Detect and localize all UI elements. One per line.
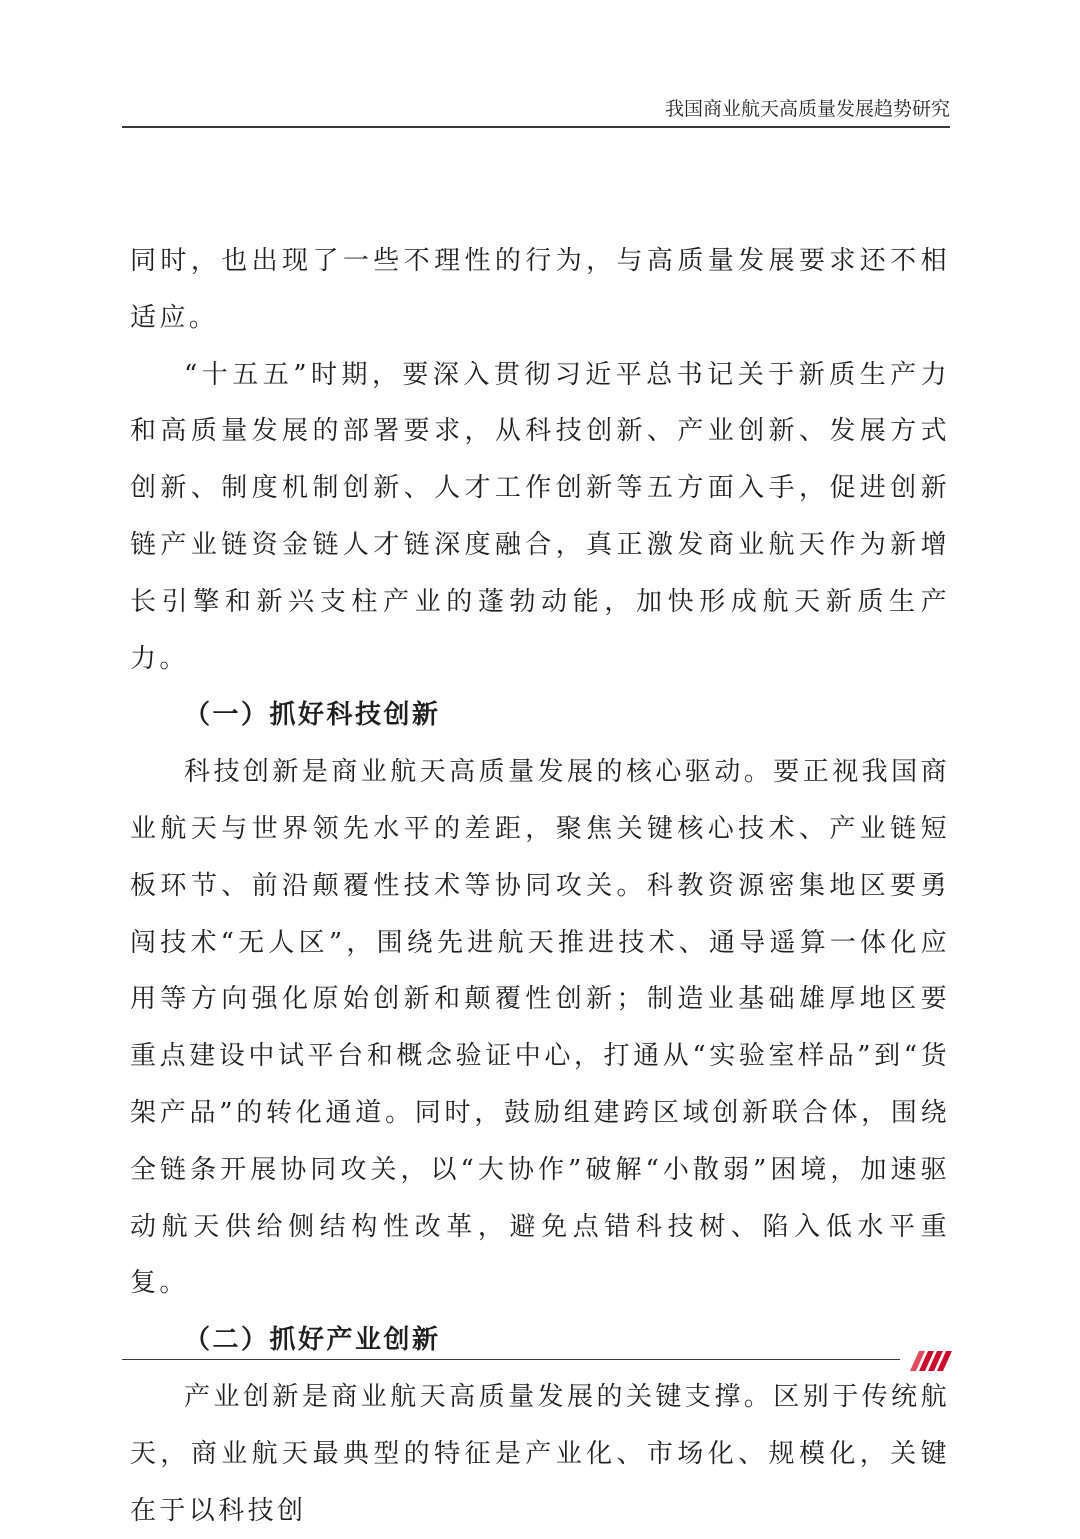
section-heading: （一）抓好科技创新	[184, 700, 441, 731]
continued-paragraph: 同时，也出现了一些不理性的行为，与高质量发展要求还不相适应。	[130, 246, 950, 333]
slanted-stripes-logo-icon	[908, 1347, 954, 1373]
section-heading: （二）抓好产业创新	[184, 1325, 441, 1356]
footer-divider	[122, 1359, 900, 1360]
running-header-title: 我国商业航天高质量发展趋势研究	[664, 98, 950, 120]
page-footer	[122, 1347, 958, 1377]
paragraph: “十五五”时期，要深入贯彻习近平总书记关于新质生产力和高质量发展的部署要求，从科技创新、产业创新、发展方式创新、制度机制创新、人才工作创新等五方面入手，促进创新链产业链资金链人才链深度融合，真正激发商业航天作为新增长引擎和新兴支柱产业的蓬勃动能，加快形成航天新质生产力。	[130, 359, 950, 674]
paragraph: 科技创新是商业航天高质量发展的核心驱动。要正视我国商业航天与世界领先水平的差距，聚焦关键核心技术、产业链短板环节、前沿颠覆性技术等协同攻关。科教资源密集地区要勇闯技术“无人区”，围绕先进航天推进技术、通导遥算一体化应用等方向强化原始创新和颠覆性创新；制造业基础雄厚地区要重点建设中试平台和概念验证中心，打通从“实验室样品”到“货架产品”的转化通道。同时，鼓励组建跨区域创新联合体，围绕全链条开展协同攻关，以“大协作”破解“小散弱”困境，加速驱动航天供给侧结构性改革，避免点错科技树、陷入低水平重复。	[130, 757, 950, 1299]
paragraph: 产业创新是商业航天高质量发展的关键支撑。区别于传统航天，商业航天最典型的特征是产业化、市场化、规模化，关键在于以科技创	[130, 1381, 950, 1526]
header-divider	[122, 126, 950, 128]
page-header	[122, 88, 950, 128]
document-body	[130, 233, 950, 1539]
